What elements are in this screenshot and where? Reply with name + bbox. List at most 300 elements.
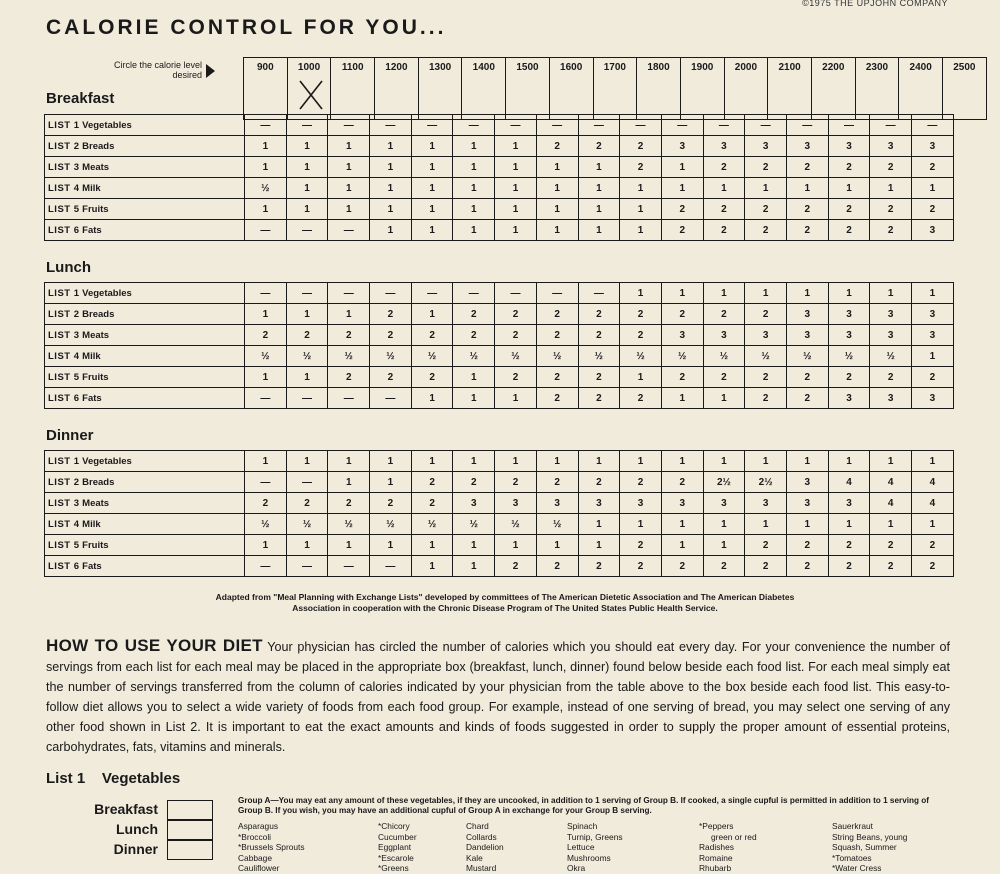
vegetable-item: Sauerkraut bbox=[832, 821, 873, 831]
serving-cell: 1 bbox=[912, 178, 954, 199]
calorie-level-label: 1500 bbox=[516, 62, 539, 73]
vegetable-item: Cucumber bbox=[378, 831, 417, 842]
serving-cell: ½ bbox=[786, 346, 828, 367]
serving-cell: 2½ bbox=[703, 472, 745, 493]
serving-cell: 2 bbox=[786, 388, 828, 409]
serving-cell: — bbox=[328, 556, 370, 577]
serving-cell: 3 bbox=[453, 493, 495, 514]
serving-cell: 1 bbox=[453, 136, 495, 157]
serving-cell: 2 bbox=[370, 325, 412, 346]
vegetable-item: Cauliflower bbox=[238, 863, 280, 873]
vegetable-item: *Peppers bbox=[699, 821, 734, 831]
serving-cell: 1 bbox=[620, 220, 662, 241]
serving-cell: 1 bbox=[245, 157, 287, 178]
serving-cell: 1 bbox=[661, 451, 703, 472]
table-row bbox=[45, 535, 954, 556]
serving-cell: 2 bbox=[703, 367, 745, 388]
calorie-level-2300[interactable] bbox=[855, 58, 899, 120]
vegetable-item: Eggplant bbox=[378, 842, 412, 852]
vegetable-item: *Escarole bbox=[378, 852, 414, 863]
calorie-level-label: 1100 bbox=[341, 62, 364, 73]
serving-cell: 3 bbox=[786, 136, 828, 157]
vegetable-item: Dandelion bbox=[466, 842, 504, 852]
list-number: LIST 5 bbox=[48, 203, 80, 215]
serving-cell: 1 bbox=[411, 136, 453, 157]
serving-cell: — bbox=[578, 283, 620, 304]
food-group: Fruits bbox=[82, 539, 109, 551]
calorie-level-label: 2400 bbox=[909, 62, 932, 73]
serving-cell: 2 bbox=[578, 472, 620, 493]
serving-cell: 2 bbox=[912, 157, 954, 178]
calorie-level-1000[interactable] bbox=[287, 58, 331, 120]
serving-cell: 2 bbox=[411, 325, 453, 346]
serving-cell: 2 bbox=[828, 556, 870, 577]
serving-cell: 1 bbox=[245, 199, 287, 220]
serving-cell: — bbox=[411, 115, 453, 136]
serving-cell: 2 bbox=[703, 220, 745, 241]
serving-cell: 2 bbox=[703, 157, 745, 178]
serving-cell: 2 bbox=[786, 220, 828, 241]
serving-cell: 1 bbox=[328, 178, 370, 199]
serving-cell: 1 bbox=[286, 367, 328, 388]
serving-cell: ½ bbox=[745, 346, 787, 367]
serving-cell: 3 bbox=[828, 325, 870, 346]
serving-cell: 1 bbox=[245, 304, 287, 325]
vegetable-item: Mustard bbox=[466, 863, 497, 873]
calorie-level-2500[interactable] bbox=[943, 58, 987, 120]
calorie-level-label: 2000 bbox=[734, 62, 758, 73]
serving-cell: 1 bbox=[828, 451, 870, 472]
list-number: LIST 1 bbox=[48, 119, 80, 131]
serving-cell: 1 bbox=[286, 304, 328, 325]
serving-cell: 4 bbox=[828, 472, 870, 493]
serving-cell: 2 bbox=[578, 325, 620, 346]
vegetable-column bbox=[832, 821, 907, 874]
list-number: LIST 4 bbox=[48, 518, 80, 530]
serving-cell: 2 bbox=[578, 367, 620, 388]
list-label bbox=[45, 556, 245, 577]
serving-cell: 1 bbox=[912, 346, 954, 367]
serving-cell: 1 bbox=[370, 136, 412, 157]
list-label bbox=[45, 157, 245, 178]
serving-cell: — bbox=[328, 115, 370, 136]
serving-cell: 3 bbox=[870, 388, 912, 409]
vegetable-item: Chard bbox=[466, 821, 489, 831]
serving-cell: — bbox=[620, 115, 662, 136]
serving-cell: 2 bbox=[536, 388, 578, 409]
serving-cell: — bbox=[245, 283, 287, 304]
serving-cell: 1 bbox=[245, 136, 287, 157]
serving-cell: 2 bbox=[870, 535, 912, 556]
serving-cell: 2 bbox=[786, 199, 828, 220]
serving-cell: 2 bbox=[786, 556, 828, 577]
serving-cell: 1 bbox=[411, 556, 453, 577]
serving-cell: 1 bbox=[912, 451, 954, 472]
box-label-lunch: Lunch bbox=[116, 821, 158, 837]
serving-cell: 1 bbox=[828, 514, 870, 535]
serving-cell: 1 bbox=[370, 220, 412, 241]
list-label bbox=[45, 136, 245, 157]
serving-cell: 1 bbox=[703, 283, 745, 304]
serving-cell: ½ bbox=[411, 514, 453, 535]
serving-cell: 1 bbox=[661, 283, 703, 304]
serving-cell: 3 bbox=[828, 493, 870, 514]
circle-instruction: Circle the calorie level desired bbox=[113, 60, 202, 80]
serving-cell: 2 bbox=[870, 367, 912, 388]
serving-cell: 1 bbox=[495, 451, 537, 472]
serving-cell: 1 bbox=[286, 451, 328, 472]
table-row bbox=[45, 157, 954, 178]
serving-cell: 1 bbox=[328, 199, 370, 220]
list-label bbox=[45, 451, 245, 472]
serving-cell: 1 bbox=[495, 535, 537, 556]
serving-cell: 2 bbox=[495, 556, 537, 577]
serving-cell: 3 bbox=[703, 136, 745, 157]
table-row bbox=[45, 199, 954, 220]
calorie-level-900[interactable] bbox=[244, 58, 288, 120]
food-group: Meats bbox=[82, 497, 110, 509]
serving-cell: 2 bbox=[536, 325, 578, 346]
calorie-level-1700[interactable] bbox=[593, 58, 637, 120]
serving-cell: — bbox=[286, 115, 328, 136]
serving-cell: 1 bbox=[495, 388, 537, 409]
serving-cell: 3 bbox=[912, 136, 954, 157]
list-label bbox=[45, 178, 245, 199]
serving-cell: 2 bbox=[453, 325, 495, 346]
serving-cell: 1 bbox=[536, 451, 578, 472]
serving-cell: 2 bbox=[411, 367, 453, 388]
serving-cell: 1 bbox=[661, 388, 703, 409]
calorie-level-1800[interactable] bbox=[637, 58, 681, 120]
serving-cell: 2 bbox=[745, 535, 787, 556]
serving-cell: 2 bbox=[245, 325, 287, 346]
list-number: LIST 5 bbox=[48, 371, 80, 383]
calorie-level-1600[interactable] bbox=[549, 58, 593, 120]
food-group: Vegetables bbox=[82, 287, 132, 299]
source-note: Adapted from "Meal Planning with Exchange Lists" developed by committees of The American Dietetic Association and The American Diabetes Association in cooperation with the Chronic Disease Program of The United States Public Health Service. bbox=[215, 592, 795, 613]
food-group: Fats bbox=[82, 392, 102, 404]
calorie-level-1100[interactable] bbox=[331, 58, 375, 120]
serving-cell: 2 bbox=[620, 535, 662, 556]
meal-title-dinner: Dinner bbox=[46, 427, 94, 444]
serving-cell: 2 bbox=[536, 367, 578, 388]
page-title: CALORIE CONTROL FOR YOU... bbox=[46, 16, 447, 39]
calorie-level-2100[interactable] bbox=[768, 58, 812, 120]
serving-cell: 1 bbox=[328, 451, 370, 472]
list-number: LIST 3 bbox=[48, 329, 80, 341]
serving-cell: 2 bbox=[286, 325, 328, 346]
calorie-level-2400[interactable] bbox=[899, 58, 943, 120]
serving-cell: 1 bbox=[453, 556, 495, 577]
serving-cell: 1 bbox=[411, 451, 453, 472]
vegetable-item: green or red bbox=[711, 831, 757, 842]
serving-cell: 1 bbox=[411, 220, 453, 241]
serving-cell: 1 bbox=[620, 514, 662, 535]
serving-cell: 1 bbox=[328, 535, 370, 556]
serving-cell: 1 bbox=[286, 157, 328, 178]
serving-cell: 1 bbox=[495, 178, 537, 199]
serving-cell: 2 bbox=[536, 304, 578, 325]
serving-cell: 3 bbox=[578, 493, 620, 514]
serving-cell: ½ bbox=[286, 346, 328, 367]
calorie-level-label: 1600 bbox=[560, 62, 583, 73]
serving-cell: 1 bbox=[703, 514, 745, 535]
serving-cell: ½ bbox=[411, 346, 453, 367]
calorie-level-label: 1400 bbox=[472, 62, 495, 73]
calorie-level-label: 2100 bbox=[778, 62, 801, 73]
serving-cell: 2 bbox=[828, 367, 870, 388]
serving-cell: 2 bbox=[703, 556, 745, 577]
breakfast-table bbox=[44, 114, 954, 241]
food-group: Meats bbox=[82, 329, 110, 341]
food-group: Fats bbox=[82, 224, 102, 236]
serving-cell: 3 bbox=[495, 493, 537, 514]
serving-cell: ½ bbox=[495, 514, 537, 535]
serving-cell: 1 bbox=[245, 535, 287, 556]
serving-cell: — bbox=[370, 115, 412, 136]
serving-cell: 2 bbox=[745, 157, 787, 178]
serving-cell: ½ bbox=[828, 346, 870, 367]
vegetable-item: *Broccoli bbox=[238, 831, 272, 842]
serving-cell: 2½ bbox=[745, 472, 787, 493]
serving-cell: 2 bbox=[870, 556, 912, 577]
food-group: Meats bbox=[82, 161, 110, 173]
serving-cell: 2 bbox=[786, 157, 828, 178]
serving-cell: 1 bbox=[495, 199, 537, 220]
serving-cell: 2 bbox=[286, 493, 328, 514]
serving-cell: 3 bbox=[745, 325, 787, 346]
serving-cell: 3 bbox=[870, 304, 912, 325]
serving-cell: 1 bbox=[828, 283, 870, 304]
calorie-level-label: 1200 bbox=[385, 62, 408, 73]
calorie-level-1400[interactable] bbox=[462, 58, 506, 120]
list-number: LIST 3 bbox=[48, 161, 80, 173]
lunch-servings-box[interactable] bbox=[167, 820, 213, 840]
serving-cell: 1 bbox=[620, 199, 662, 220]
list-number: LIST 2 bbox=[48, 308, 80, 320]
table-row bbox=[45, 472, 954, 493]
serving-cell: ½ bbox=[661, 346, 703, 367]
serving-cell: 1 bbox=[620, 283, 662, 304]
table-row bbox=[45, 325, 954, 346]
serving-cell: 2 bbox=[870, 157, 912, 178]
serving-cell: 3 bbox=[912, 325, 954, 346]
serving-cell: — bbox=[245, 472, 287, 493]
serving-cell: 1 bbox=[453, 451, 495, 472]
serving-cell: 1 bbox=[620, 451, 662, 472]
food-group: Breads bbox=[82, 140, 115, 152]
calorie-level-label: 1900 bbox=[691, 62, 714, 73]
vegetable-item: Radishes bbox=[699, 842, 734, 852]
serving-cell: 2 bbox=[536, 136, 578, 157]
serving-cell: 1 bbox=[703, 388, 745, 409]
serving-cell: — bbox=[328, 283, 370, 304]
serving-cell: 3 bbox=[912, 220, 954, 241]
serving-cell: 1 bbox=[745, 178, 787, 199]
vegetable-item: String Beans, young bbox=[832, 831, 908, 842]
serving-cell: 4 bbox=[870, 493, 912, 514]
serving-cell: ½ bbox=[328, 346, 370, 367]
serving-cell: — bbox=[661, 115, 703, 136]
table-row bbox=[45, 178, 954, 199]
calorie-level-label: 1800 bbox=[647, 62, 670, 73]
serving-cell: ½ bbox=[370, 346, 412, 367]
serving-cell: 1 bbox=[661, 178, 703, 199]
serving-cell: 1 bbox=[328, 304, 370, 325]
serving-cell: — bbox=[286, 283, 328, 304]
serving-cell: 3 bbox=[703, 325, 745, 346]
serving-cell: — bbox=[245, 220, 287, 241]
serving-cell: 3 bbox=[786, 493, 828, 514]
serving-cell: 1 bbox=[411, 535, 453, 556]
meal-title-breakfast: Breakfast bbox=[46, 90, 115, 107]
serving-cell: 1 bbox=[578, 199, 620, 220]
serving-cell: 2 bbox=[912, 199, 954, 220]
serving-cell: 2 bbox=[620, 157, 662, 178]
serving-cell: 1 bbox=[370, 157, 412, 178]
serving-cell: 3 bbox=[912, 388, 954, 409]
serving-cell: 3 bbox=[661, 325, 703, 346]
serving-cell: — bbox=[536, 115, 578, 136]
serving-cell: 1 bbox=[328, 157, 370, 178]
serving-cell: — bbox=[286, 220, 328, 241]
serving-cell: 1 bbox=[745, 451, 787, 472]
serving-cell: 2 bbox=[370, 304, 412, 325]
serving-cell: 2 bbox=[661, 220, 703, 241]
vegetable-column bbox=[378, 821, 417, 874]
serving-cell: 1 bbox=[370, 535, 412, 556]
serving-cell: 2 bbox=[745, 388, 787, 409]
serving-cell: — bbox=[495, 283, 537, 304]
serving-cell: 2 bbox=[578, 556, 620, 577]
vegetable-item: *Brussels Sprouts bbox=[238, 842, 305, 852]
list-number: LIST 1 bbox=[48, 287, 80, 299]
vegetable-item: *Chicory bbox=[378, 821, 410, 831]
serving-cell: ½ bbox=[578, 346, 620, 367]
calorie-level-label: 900 bbox=[257, 62, 274, 73]
serving-cell: ½ bbox=[453, 346, 495, 367]
dinner-table bbox=[44, 450, 954, 577]
food-group: Vegetables bbox=[82, 119, 132, 131]
calorie-level-2200[interactable] bbox=[811, 58, 855, 120]
serving-cell: 1 bbox=[328, 472, 370, 493]
serving-cell: 2 bbox=[870, 199, 912, 220]
serving-cell: 1 bbox=[620, 367, 662, 388]
serving-cell: 2 bbox=[620, 556, 662, 577]
serving-cell: ½ bbox=[245, 178, 287, 199]
serving-cell: 1 bbox=[870, 514, 912, 535]
calorie-level-label: 1700 bbox=[603, 62, 626, 73]
serving-cell: 2 bbox=[745, 367, 787, 388]
serving-cell: 1 bbox=[453, 199, 495, 220]
serving-cell: 2 bbox=[828, 535, 870, 556]
serving-cell: 1 bbox=[745, 514, 787, 535]
vegetable-column bbox=[699, 821, 757, 874]
serving-cell: 2 bbox=[245, 493, 287, 514]
serving-cell: 3 bbox=[745, 493, 787, 514]
serving-cell: 3 bbox=[786, 304, 828, 325]
serving-cell: 2 bbox=[578, 136, 620, 157]
vegetable-item: Rhubarb bbox=[699, 863, 732, 873]
serving-cell: 3 bbox=[786, 472, 828, 493]
meal-title-lunch: Lunch bbox=[46, 259, 91, 276]
food-group: Milk bbox=[82, 350, 101, 362]
list-label bbox=[45, 346, 245, 367]
calorie-level-label: 1300 bbox=[428, 62, 452, 73]
calorie-level-label: 2500 bbox=[953, 62, 976, 73]
serving-cell: 2 bbox=[786, 367, 828, 388]
calorie-level-1500[interactable] bbox=[506, 58, 550, 120]
vegetable-item: Lettuce bbox=[567, 842, 595, 852]
box-label-dinner: Dinner bbox=[113, 841, 158, 857]
serving-cell: 1 bbox=[870, 283, 912, 304]
table-row bbox=[45, 367, 954, 388]
serving-cell: 2 bbox=[745, 304, 787, 325]
serving-cell: 1 bbox=[661, 157, 703, 178]
serving-cell: 1 bbox=[245, 451, 287, 472]
list-number: LIST 3 bbox=[48, 497, 80, 509]
serving-cell: 1 bbox=[703, 178, 745, 199]
serving-cell: 1 bbox=[578, 514, 620, 535]
breakfast-servings-box[interactable] bbox=[167, 800, 213, 820]
calorie-level-header bbox=[243, 57, 987, 120]
serving-cell: 1 bbox=[370, 472, 412, 493]
food-group: Fruits bbox=[82, 203, 109, 215]
list-number: LIST 6 bbox=[48, 392, 80, 404]
serving-cell: 1 bbox=[370, 451, 412, 472]
table-row bbox=[45, 115, 954, 136]
serving-cell: ½ bbox=[245, 346, 287, 367]
serving-cell: ½ bbox=[536, 346, 578, 367]
vegetable-item: Kale bbox=[466, 852, 483, 863]
serving-cell: 2 bbox=[620, 136, 662, 157]
serving-cell: — bbox=[370, 388, 412, 409]
serving-cell: — bbox=[328, 388, 370, 409]
calorie-level-1900[interactable] bbox=[680, 58, 724, 120]
serving-cell: — bbox=[245, 388, 287, 409]
serving-cell: 1 bbox=[703, 535, 745, 556]
list-number: LIST 4 bbox=[48, 350, 80, 362]
food-group: Vegetables bbox=[82, 455, 132, 467]
serving-cell: ½ bbox=[453, 514, 495, 535]
list-label bbox=[45, 325, 245, 346]
serving-cell: 1 bbox=[453, 178, 495, 199]
serving-cell: 4 bbox=[912, 472, 954, 493]
serving-cell: 1 bbox=[786, 514, 828, 535]
food-group: Fats bbox=[82, 560, 102, 572]
vegetable-item: *Greens bbox=[378, 863, 409, 873]
table-row bbox=[45, 451, 954, 472]
calorie-level-1200[interactable] bbox=[375, 58, 419, 120]
serving-cell: — bbox=[870, 115, 912, 136]
food-group: Fruits bbox=[82, 371, 109, 383]
serving-cell: — bbox=[536, 283, 578, 304]
serving-cell: 1 bbox=[536, 178, 578, 199]
serving-cell: 1 bbox=[411, 178, 453, 199]
table-row bbox=[45, 556, 954, 577]
dinner-servings-box[interactable] bbox=[167, 840, 213, 860]
serving-cell: 1 bbox=[578, 535, 620, 556]
list-label bbox=[45, 472, 245, 493]
serving-cell: 1 bbox=[411, 388, 453, 409]
vegetable-item: Turnip, Greens bbox=[567, 831, 623, 842]
serving-cell: 1 bbox=[620, 178, 662, 199]
calorie-level-1300[interactable] bbox=[418, 58, 462, 120]
serving-cell: 1 bbox=[661, 514, 703, 535]
calorie-level-label: 2300 bbox=[865, 62, 889, 73]
calorie-level-2000[interactable] bbox=[724, 58, 768, 120]
group-a-note: Group A—You may eat any amount of these vegetables, if they are uncooked, in addition to 1 serving of Group B. If cooked, a single cupful is permitted in addition to 1 serving of Group B. If you wish, you may have an additional cupful of Group A in exchange for your Group B serving. bbox=[238, 796, 930, 815]
